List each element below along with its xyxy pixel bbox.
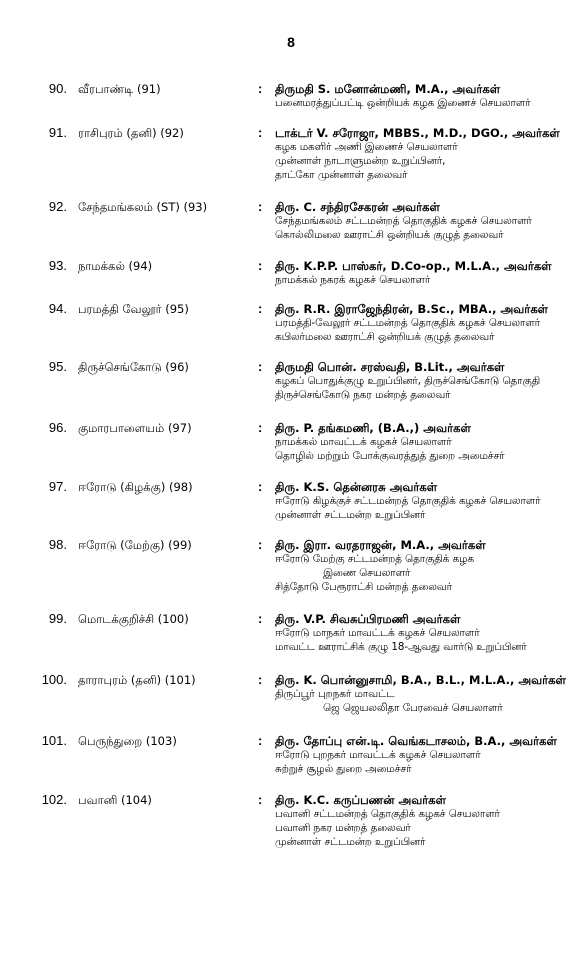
candidate-details (275, 421, 575, 463)
candidate-name: திரு. R.R. இராஜேந்திரன், B.Sc., MBA., அவர்கள் (275, 302, 549, 316)
candidate-position: பரமத்தி-வேலூர் சட்டமன்றத் தொகுதிக் கழகச் செயலாளர் (275, 317, 540, 329)
serial-number: 96. (48, 420, 67, 435)
candidate-name: திரு. V.P. சிவசுப்பிரமணி அவர்கள் (275, 612, 461, 626)
candidate-position: சித்தோடு பேரூராட்சி மன்றத் தலைவர் (275, 581, 452, 593)
serial-number: 92. (48, 199, 67, 214)
candidate-details (275, 673, 575, 715)
separator-colon: : (258, 199, 263, 214)
candidate-name: திரு. இரா. வரதராஜன், M.A., அவர்கள் (275, 538, 486, 552)
candidate-name: திரு. K. பொன்னுசாமி, B.A., B.L., M.L.A., அவர்கள் (275, 673, 566, 687)
candidate-details (275, 259, 575, 287)
candidate-position: தொழில் மற்றும் போக்குவரத்துத் துறை அமைச்சர் (275, 450, 505, 462)
serial-number: 97. (48, 479, 67, 494)
constituency-name: பரமத்தி வேலூர் (95) (78, 302, 189, 316)
candidate-position: ஈரோடு கிழக்குச் சட்டமன்றத் தொகுதிக் கழகச் செயலாளர் (275, 495, 541, 507)
candidate-position: ஈரோடு புறநகர் மாவட்டக் கழகச் செயலாளர் (275, 749, 481, 761)
candidate-position: முன்னாள் சட்டமன்ற உறுப்பினர் (275, 836, 426, 848)
separator-colon: : (258, 479, 263, 494)
candidate-details (275, 612, 575, 654)
constituency-name: திருச்செங்கோடு (96) (78, 360, 189, 374)
constituency-name: நாமக்கல் (94) (78, 259, 153, 273)
serial-number: 94. (48, 301, 67, 316)
page-number: 8 (287, 34, 295, 50)
serial-number: 95. (48, 359, 67, 374)
candidate-position: பவானி சட்டமன்றத் தொகுதிக் கழகச் செயலாளர் (275, 808, 500, 820)
separator-colon: : (258, 258, 263, 273)
candidate-name: டாக்டர் V. சரோஜா, MBBS., M.D., DGO., அவர்கள் (275, 126, 560, 140)
candidate-position: கபிலர்மலை ஊராட்சி ஒன்றியக் குழுத் தலைவர் (275, 331, 495, 343)
candidate-name: திருமதி பொன். சரஸ்வதி, B.Lit., அவர்கள் (275, 360, 505, 374)
candidate-details (275, 538, 575, 594)
candidate-position: கழகப் பொதுக்குழு உறுப்பினர், திருச்செங்கோடு தொகுதி (275, 375, 541, 387)
candidate-name: திரு. தோப்பு என்.டி. வெங்கடாசலம், B.A., அவர்கள் (275, 734, 557, 748)
candidate-name: திரு. P. தங்கமணி, (B.A.,) அவர்கள் (275, 421, 471, 435)
serial-number: 101. (41, 733, 67, 748)
candidate-position: ஜெ ஜெயலலிதா பேரவைச் செயலாளர் (323, 702, 503, 714)
candidate-position: பனைமரத்துப்பட்டி ஒன்றியக் கழக இணைச் செயலாளர் (275, 97, 531, 109)
constituency-name: வீரபாண்டி (91) (78, 82, 161, 96)
candidate-position: நாமக்கல் மாவட்டக் கழகச் செயலாளர் (275, 436, 452, 448)
candidate-details (275, 82, 575, 110)
constituency-name: பெருந்துறை (103) (78, 734, 177, 748)
serial-number: 102. (41, 792, 67, 807)
candidate-details (275, 793, 575, 849)
separator-colon: : (258, 733, 263, 748)
candidate-details (275, 302, 575, 344)
separator-colon: : (258, 611, 263, 626)
serial-number: 99. (48, 611, 67, 626)
serial-number: 98. (48, 537, 67, 552)
serial-number: 90. (48, 81, 67, 96)
separator-colon: : (258, 420, 263, 435)
candidate-position: முன்னாள் நாடாளுமன்ற உறுப்பினர், (275, 155, 446, 167)
candidate-name: திரு. C. சந்திரசேகரன் அவர்கள் (275, 200, 440, 214)
serial-number: 93. (48, 258, 67, 273)
candidate-details (275, 734, 575, 776)
candidate-position: இணை செயலாளர் (323, 567, 411, 579)
serial-number: 91. (48, 125, 67, 140)
candidate-position: திருப்பூர் புறநகர் மாவட்ட (275, 688, 395, 700)
serial-number: 100. (41, 672, 67, 687)
candidate-position: கொல்லிமலை ஊராட்சி ஒன்றியக் குழுத் தலைவர் (275, 229, 504, 241)
candidate-details (275, 200, 575, 242)
separator-colon: : (258, 537, 263, 552)
candidate-position: கழக மகளிர் அணி இணைச் செயலாளர் (275, 141, 458, 153)
candidate-name: திரு. K.C. கருப்பணன் அவர்கள் (275, 793, 446, 807)
constituency-name: தாராபுரம் (தனி) (101) (78, 673, 196, 687)
separator-colon: : (258, 301, 263, 316)
constituency-name: ராசிபுரம் (தனி) (92) (78, 126, 184, 140)
separator-colon: : (258, 125, 263, 140)
constituency-name: சேந்தமங்கலம் (ST) (93) (78, 200, 208, 214)
separator-colon: : (258, 672, 263, 687)
candidate-position: முன்னாள் சட்டமன்ற உறுப்பினர் (275, 509, 426, 521)
separator-colon: : (258, 81, 263, 96)
candidate-details (275, 126, 575, 182)
candidate-name: திரு. K.P.P. பாஸ்கர், D.Co-op., M.L.A., அவர்கள் (275, 259, 552, 273)
separator-colon: : (258, 359, 263, 374)
candidate-position: தாட்கோ முன்னாள் தலைவர் (275, 169, 408, 181)
separator-colon: : (258, 792, 263, 807)
constituency-name: மொடக்குறிச்சி (100) (78, 612, 189, 626)
candidate-position: பவானி நகர மன்றத் தலைவர் (275, 822, 411, 834)
candidate-details (275, 360, 575, 402)
constituency-name: ஈரோடு (மேற்கு) (99) (78, 538, 192, 552)
constituency-name: ஈரோடு (கிழக்கு) (98) (78, 480, 193, 494)
candidate-position: நாமக்கல் நகரக் கழகச் செயலாளர் (275, 274, 431, 286)
candidate-position: ஈரோடு மாநகர் மாவட்டக் கழகச் செயலாளர் (275, 627, 480, 639)
constituency-name: குமாரபாளையம் (97) (78, 421, 192, 435)
constituency-name: பவானி (104) (78, 793, 152, 807)
candidate-position: திருச்செங்கோடு நகர மன்றத் தலைவர் (275, 389, 451, 401)
candidate-position: ஈரோடு மேற்கு சட்டமன்றத் தொகுதிக் கழக (275, 553, 474, 565)
candidate-position: சேந்தமங்கலம் சட்டமன்றத் தொகுதிக் கழகச் செயலாளர் (275, 215, 532, 227)
candidate-position: சுற்றுச் சூழல் துறை அமைச்சர் (275, 763, 412, 775)
candidate-position: மாவட்ட ஊராட்சிக் குழு 18-ஆவது வார்டு உறுப்பினர் (275, 641, 527, 653)
candidate-name: திருமதி S. மனோன்மணி, M.A., அவர்கள் (275, 82, 501, 96)
candidate-details (275, 480, 575, 522)
candidate-name: திரு. K.S. தென்னரசு அவர்கள் (275, 480, 438, 494)
